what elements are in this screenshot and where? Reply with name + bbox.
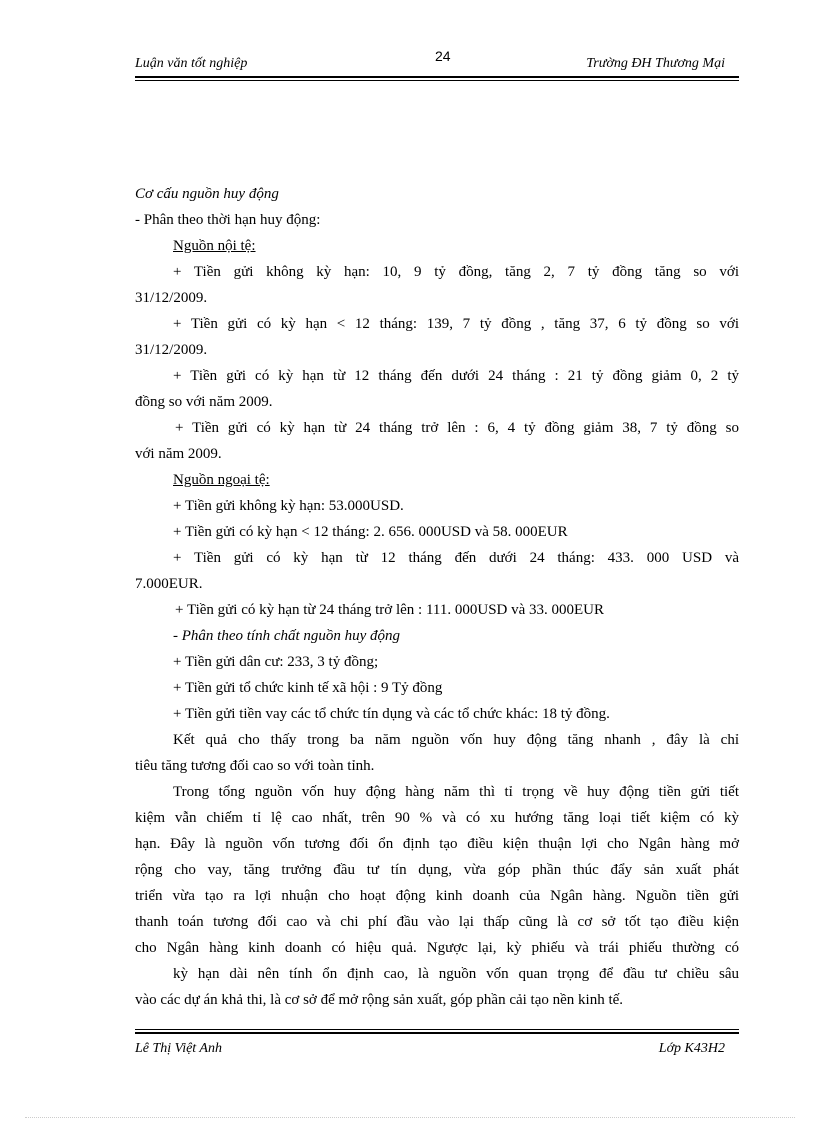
text-line: + Tiền gửi không kỳ hạn: 53.000USD.	[173, 498, 404, 514]
footer-author: Lê Thị Việt Anh	[135, 1041, 222, 1056]
text-line: - Phân theo thời hạn huy động:	[135, 212, 321, 228]
text-line: 31/12/2009.	[135, 290, 208, 306]
text-line: + Tiền gửi có kỳ hạn từ 24 tháng trở lên : 6, 4 tỷ đồng giảm 38, 7 tỷ đồng so	[175, 420, 739, 436]
paragraph-line: kiệm vẫn chiếm tỉ lệ cao nhất, trên 90 % và có xu hướng tăng loại tiết kiệm có kỳ	[135, 810, 739, 826]
text-line: + Tiền gửi tiền vay các tổ chức tín dụng và các tổ chức khác: 18 tỷ đồng.	[173, 706, 610, 722]
text-line: + Tiền gửi có kỳ hạn < 12 tháng: 2. 656. 000USD và 58. 000EUR	[173, 524, 568, 540]
page-edge-divider	[25, 1117, 795, 1118]
header-thesis-label: Luận văn tốt nghiệp	[135, 56, 248, 71]
text-line: với năm 2009.	[135, 446, 222, 462]
text-line: + Tiền gửi có kỳ hạn < 12 tháng: 139, 7 tỷ đồng , tăng 37, 6 tỷ đồng so với	[173, 316, 739, 332]
header-rule-thick	[135, 76, 739, 78]
paragraph-line: Trong tổng nguồn vốn huy động hàng năm thì tỉ trọng về huy động tiền gửi tiết	[173, 784, 739, 800]
text-line: + Tiền gửi có kỳ hạn từ 12 tháng đến dưới 24 tháng: 433. 000 USD và	[173, 550, 739, 566]
paragraph-line: triển vừa tạo ra lợi nhuận cho hoạt động kinh doanh của Ngân hàng. Nguồn tiền gửi	[135, 888, 739, 904]
text-line: + Tiền gửi không kỳ hạn: 10, 9 tỷ đồng, tăng 2, 7 tỷ đồng tăng so với	[173, 264, 739, 280]
paragraph-line: cho Ngân hàng kinh doanh có hiệu quả. Ngược lại, kỳ phiếu và trái phiếu thường có	[135, 940, 739, 956]
text-line: tiêu tăng tương đối cao so với toàn tỉnh.	[135, 758, 375, 774]
text-line: 7.000EUR.	[135, 576, 203, 592]
paragraph-line: vào các dự án khả thi, là cơ sở để mở rộng sản xuất, góp phần cải tạo nền kinh tế.	[135, 992, 624, 1008]
footer-class: Lớp K43H2	[658, 1041, 725, 1056]
header-rule-thin	[135, 80, 739, 81]
subheading-foreign: Nguồn ngoại tệ:	[173, 472, 270, 488]
page-footer	[135, 1041, 739, 1061]
page-header	[135, 48, 739, 76]
subheading-nature: - Phân theo tính chất nguồn huy động	[173, 628, 401, 644]
section-title: Cơ cấu nguồn huy động	[135, 186, 279, 202]
footer-rule-thin	[135, 1029, 739, 1030]
subheading-domestic: Nguồn nội tệ:	[173, 238, 256, 254]
text-line: Kết quả cho thấy trong ba năm nguồn vốn huy động tăng nhanh , đây là chỉ	[173, 732, 739, 748]
text-line: + Tiền gửi có kỳ hạn từ 12 tháng đến dưới 24 tháng : 21 tỷ đồng giảm 0, 2 tỷ	[173, 368, 739, 384]
text-line: + Tiền gửi dân cư: 233, 3 tỷ đồng;	[173, 654, 379, 670]
paragraph-line: rộng cho vay, tăng trưởng đầu tư tín dụng, vừa góp phần thúc đẩy sản xuất phát	[135, 862, 739, 878]
header-university: Trường ĐH Thương Mại	[586, 56, 725, 71]
page-number: 24	[435, 48, 451, 64]
text-line: + Tiền gửi có kỳ hạn từ 24 tháng trở lên : 111. 000USD và 33. 000EUR	[175, 602, 605, 618]
paragraph-line: kỳ hạn dài nên tính ổn định cao, là nguồn vốn quan trọng để đầu tư chiều sâu	[173, 966, 739, 982]
paragraph-line: thanh toán tương đối cao và chi phí đầu vào lại thấp cũng là cơ sở tốt tạo điều kiện	[135, 914, 739, 930]
paragraph-line: hạn. Đây là nguồn vốn tương đối ổn định tạo điều kiện thuận lợi cho Ngân hàng mở	[135, 836, 739, 852]
footer-rule-thick	[135, 1032, 739, 1034]
text-line: đồng so với năm 2009.	[135, 394, 273, 410]
text-line: + Tiền gửi tổ chức kinh tế xã hội : 9 Tỷ đồng	[173, 680, 443, 696]
text-line: 31/12/2009.	[135, 342, 208, 358]
